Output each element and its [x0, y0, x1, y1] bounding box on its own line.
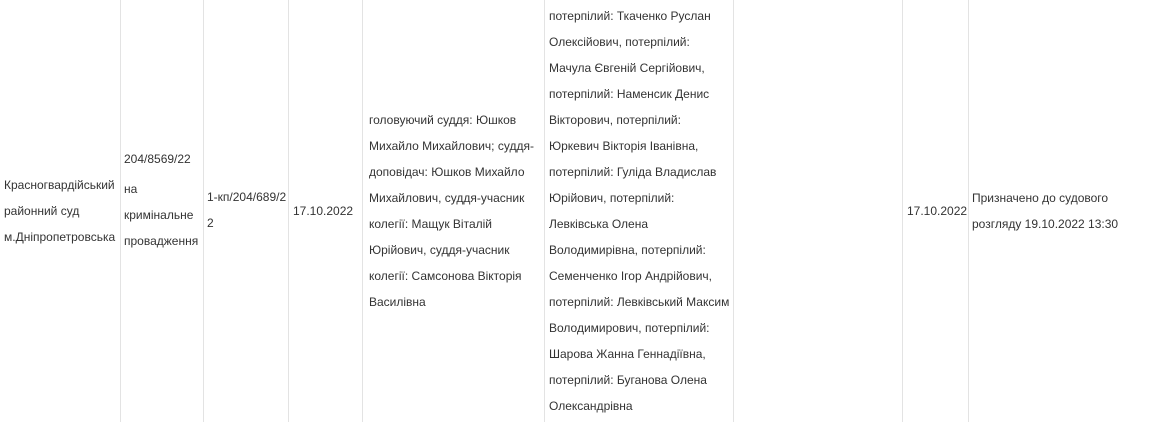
column-divider	[120, 0, 121, 422]
column-divider	[902, 0, 903, 422]
court-name-cell: Красногвардійський районний суд м.Дніпропетровська	[4, 178, 116, 244]
proceeding-number-cell: 1-кп/204/689/22	[207, 190, 287, 230]
column-divider	[544, 0, 545, 422]
status-date-cell: 17.10.2022	[907, 204, 968, 218]
case-number-cell	[124, 146, 204, 254]
participants-cell: потерпілий: Ткаченко Руслан Олексійович, потерпілий: Мачула Євгеній Сергійович, потерпілий: Наменсик Денис Вікторович, потерпілий: Юркевич Вікторія Іванівна, потерпілий: Гуліда Владислав Юрійович, потерпілий: Левківська Олена Володимирівна, потерпілий: Семенченко Ігор Андрійович, потерпілий: Левківський Максим Володимирович, потерпілий: Шарова Жанна Геннадіївна, потерпілий: Буганова Олена Олександрівна	[549, 9, 730, 413]
column-divider	[733, 0, 734, 422]
registration-date-cell: 17.10.2022	[293, 204, 354, 218]
judges-cell: головуючий суддя: Юшков Михайло Михайлович; суддя-доповідач: Юшков Михайло Михайлович, суддя-учасник колегії: Мащук Віталій Юрійович, суддя-учасник колегії: Самсонова Вікторія Василівна	[369, 113, 534, 309]
case-number-link[interactable]: 204/8569/22	[124, 152, 191, 166]
case-type: на кримінальне провадження	[124, 182, 199, 248]
status-cell: Призначено до судового розгляду 19.10.2022 13:30	[972, 191, 1119, 231]
